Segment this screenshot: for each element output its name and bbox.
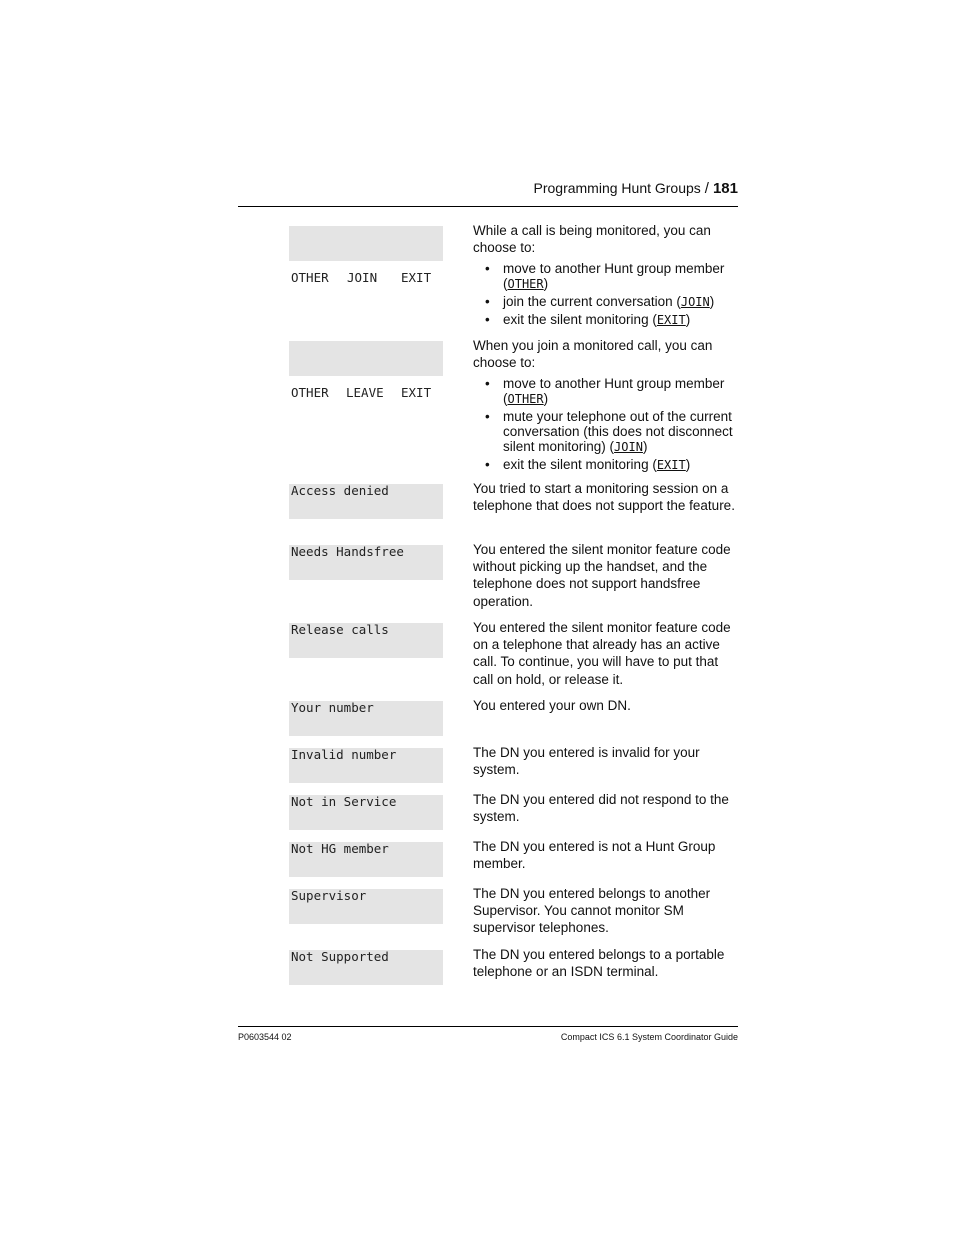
softkey-label: OTHER (507, 277, 544, 292)
option-list (473, 261, 735, 328)
message-description (473, 337, 735, 475)
list-item: • move to another Hunt group member (OTHER) (473, 376, 735, 407)
lcd-display (289, 545, 443, 580)
lcd-key-join: JOIN (347, 270, 378, 285)
guide-title: Compact ICS 6.1 System Coordinator Guide (560, 1032, 738, 1042)
description-intro: While a call is being monitored, you can choose to: (473, 223, 711, 256)
list-item: • exit the silent monitoring (EXIT) (473, 312, 735, 328)
softkey-label: JOIN (680, 295, 710, 310)
message-description: The DN you entered is invalid for your system. (473, 745, 700, 778)
list-item: • exit the silent monitoring (EXIT) (473, 457, 735, 473)
lcd-message: Access denied (291, 483, 389, 498)
option-list (473, 376, 735, 473)
document-number: P0603544 02 (238, 1032, 292, 1042)
lcd-display (289, 701, 443, 736)
message-description: You entered your own DN. (473, 698, 631, 713)
description-intro: When you join a monitored call, you can choose to: (473, 338, 713, 371)
softkey-label: EXIT (656, 313, 686, 328)
lcd-display (289, 226, 443, 285)
lcd-key-other: OTHER (291, 270, 329, 285)
message-description: The DN you entered belongs to a portable telephone or an ISDN terminal. (473, 947, 725, 980)
lcd-display (289, 889, 443, 924)
lcd-message: Not HG member (291, 841, 389, 856)
lcd-key-exit: EXIT (401, 270, 432, 285)
lcd-display (289, 842, 443, 877)
lcd-message: Not in Service (291, 794, 397, 809)
list-item: • join the current conversation (JOIN) (473, 294, 735, 310)
list-item: • mute your telephone out of the current conversation (this does not disconnect silent monitoring) (JOIN) (473, 409, 735, 455)
lcd-key-other: OTHER (291, 385, 329, 400)
message-description: The DN you entered belongs to another Supervisor. You cannot monitor SM supervisor telephones. (473, 886, 711, 936)
message-description: The DN you entered did not respond to the system. (473, 792, 729, 825)
lcd-key-exit: EXIT (401, 385, 432, 400)
lcd-display (289, 484, 443, 519)
section-title: Programming Hunt Groups (533, 180, 701, 196)
lcd-message: Your number (291, 700, 374, 715)
lcd-message: Release calls (291, 622, 389, 637)
lcd-display (289, 623, 443, 658)
softkey-label: OTHER (507, 392, 544, 407)
message-description: The DN you entered is not a Hunt Group member. (473, 839, 716, 872)
list-item: • move to another Hunt group member (OTHER) (473, 261, 735, 292)
message-description: You entered the silent monitor feature code on a telephone that already has an active call. To continue, you will have to put that call on hold, or release it. (473, 620, 731, 687)
softkey-label: JOIN (614, 440, 643, 455)
lcd-display (289, 950, 443, 985)
lcd-display (289, 795, 443, 830)
lcd-message: Needs Handsfree (291, 544, 404, 559)
page-header (238, 180, 738, 207)
lcd-message: Not Supported (291, 949, 389, 964)
message-description (473, 222, 735, 330)
page-footer (238, 1026, 738, 1042)
lcd-key-leave: LEAVE (346, 385, 384, 400)
softkey-label: EXIT (656, 458, 686, 473)
page-number: 181 (712, 180, 738, 197)
lcd-display (289, 341, 443, 400)
lcd-message: Supervisor (291, 888, 367, 903)
lcd-display (289, 748, 443, 783)
header-separator: / (704, 180, 709, 197)
message-description: You tried to start a monitoring session on a telephone that does not support the feature. (473, 481, 735, 514)
lcd-message: Invalid number (291, 747, 397, 762)
message-description: You entered the silent monitor feature code without picking up the handset, and the telephone does not support handsfree operation. (473, 542, 731, 609)
